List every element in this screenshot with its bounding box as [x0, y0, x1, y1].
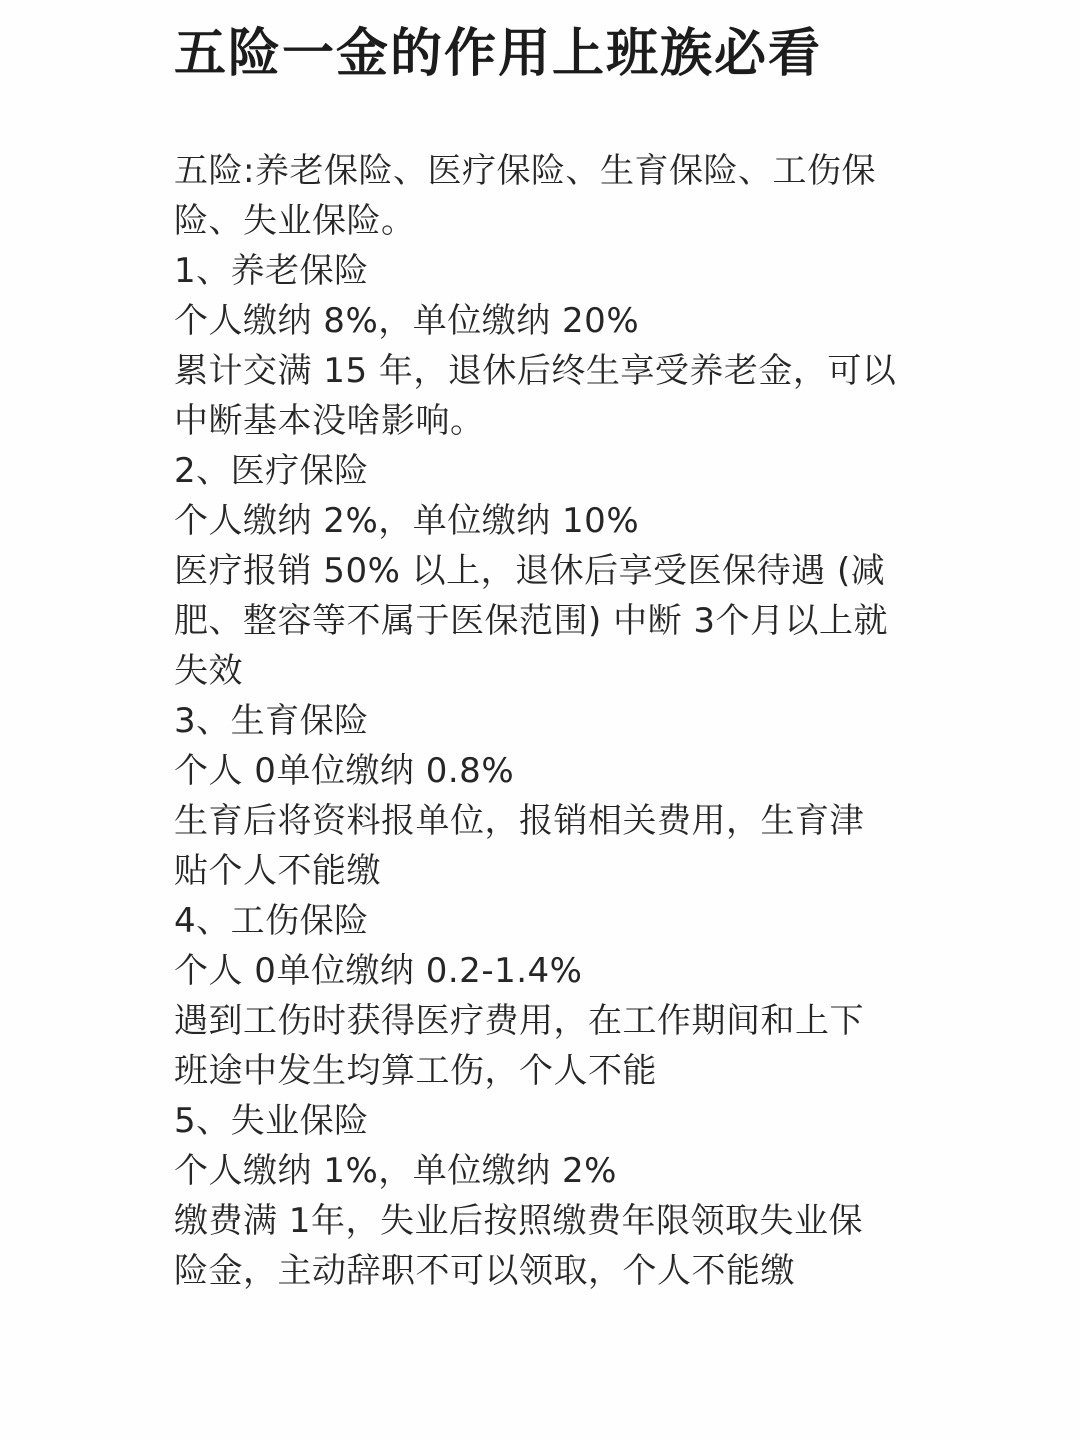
- pension-desc-2: 中断基本没啥影响。: [174, 401, 485, 441]
- medical-desc-1: 医疗报销 50% 以上，退休后享受医保待遇 (减: [174, 551, 886, 591]
- section-heading-pension: 1、养老保险: [174, 251, 369, 291]
- intro-line-2: 险、失业保险。: [174, 201, 416, 241]
- injury-rate: 个人 0单位缴纳 0.2-1.4%: [174, 951, 583, 991]
- intro-line-1: 五险:养老保险、医疗保险、生育保险、工伤保: [174, 151, 876, 191]
- maternity-rate: 个人 0单位缴纳 0.8%: [174, 751, 515, 791]
- section-heading-injury: 4、工伤保险: [174, 901, 369, 941]
- section-heading-unemployment: 5、失业保险: [174, 1101, 369, 1141]
- unemployment-rate: 个人缴纳 1%，单位缴纳 2%: [174, 1151, 617, 1191]
- maternity-desc-1: 生育后将资料报单位，报销相关费用，生育津: [174, 801, 864, 841]
- medical-rate: 个人缴纳 2%，单位缴纳 10%: [174, 501, 640, 541]
- medical-desc-3: 失效: [174, 651, 243, 691]
- unemployment-desc-1: 缴费满 1年，失业后按照缴费年限领取失业保: [174, 1201, 863, 1241]
- unemployment-desc-2: 险金，主动辞职不可以领取，个人不能缴: [174, 1251, 795, 1291]
- section-heading-maternity: 3、生育保险: [174, 701, 369, 741]
- medical-desc-2: 肥、整容等不属于医保范围) 中断 3个月以上就: [174, 601, 889, 641]
- page-title: 五险一金的作用上班族必看: [174, 24, 823, 84]
- pension-desc-1: 累计交满 15 年，退休后终生享受养老金，可以: [174, 351, 897, 391]
- pension-rate: 个人缴纳 8%，单位缴纳 20%: [174, 301, 640, 341]
- section-heading-medical: 2、医疗保险: [174, 451, 369, 491]
- maternity-desc-2: 贴个人不能缴: [174, 851, 381, 891]
- injury-desc-2: 班途中发生均算工伤，个人不能: [174, 1051, 657, 1091]
- injury-desc-1: 遇到工伤时获得医疗费用，在工作期间和上下: [174, 1001, 864, 1041]
- article-body: [174, 146, 904, 1296]
